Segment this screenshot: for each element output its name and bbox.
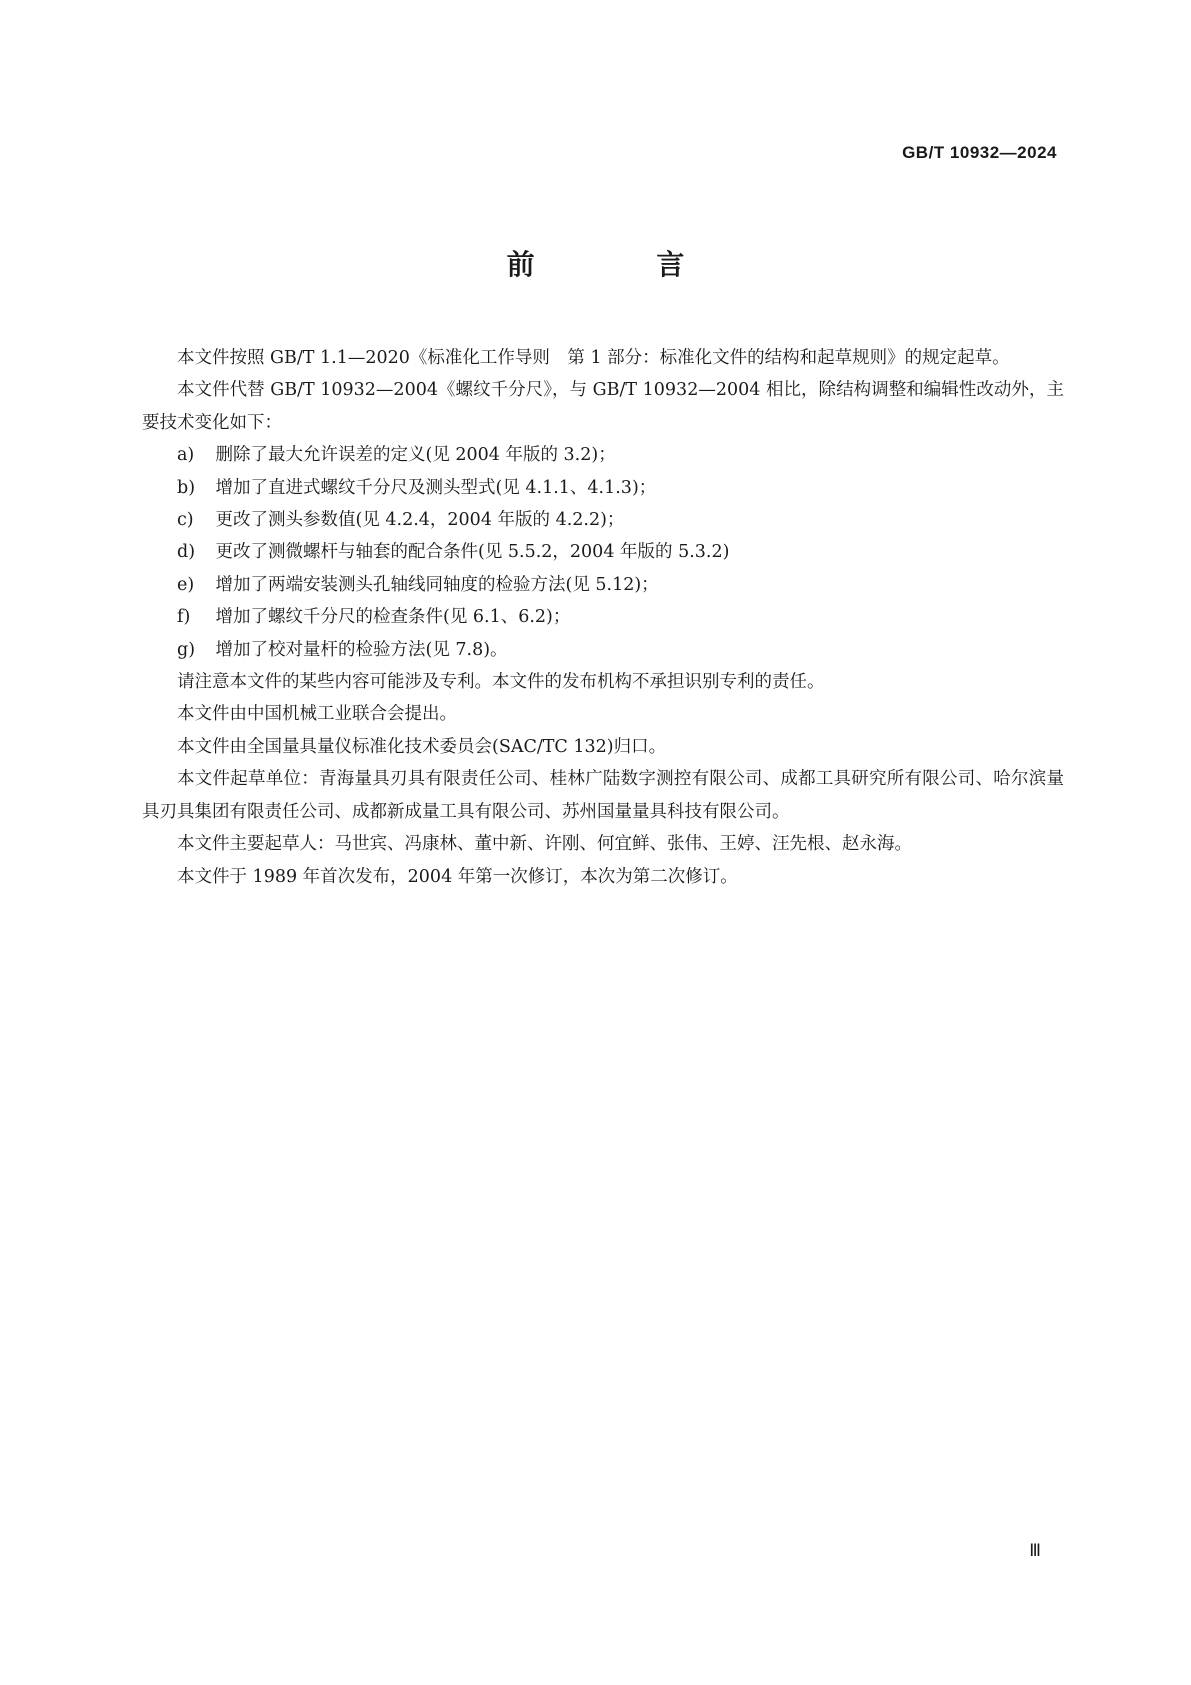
list-text: 增加了两端安装测头孔轴线同轴度的检验方法(见 5.12)；: [215, 574, 659, 595]
changes-list: [142, 439, 1064, 666]
list-marker: e): [177, 574, 195, 595]
paragraph-replacement: 本文件代替 GB/T 10932—2004《螺纹千分尺》，与 GB/T 10932—2004 相比，除结构调整和编辑性改动外，主要技术变化如下：: [142, 380, 1064, 433]
list-item: [142, 569, 1064, 601]
list-item: [142, 634, 1064, 666]
list-item: [142, 439, 1064, 471]
paragraph-patent-notice: 请注意本文件的某些内容可能涉及专利。本文件的发布机构不承担识别专利的责任。: [177, 672, 825, 693]
list-item: [142, 601, 1064, 633]
list-text: 更改了测微螺杆与轴套的配合条件(见 5.5.2，2004 年版的 5.3.2): [215, 542, 730, 563]
paragraph-history: 本文件于 1989 年首次发布，2004 年第一次修订，本次为第二次修订。: [177, 866, 738, 887]
list-item: [142, 472, 1064, 504]
paragraph-proposer: 本文件由中国机械工业联合会提出。: [177, 704, 457, 725]
document-code: GB/T 10932—2024: [902, 143, 1057, 162]
paragraph-drafters: 本文件主要起草人：马世宾、冯康林、董中新、许刚、何宜鲜、张伟、王婷、汪先根、赵永海。: [177, 834, 912, 855]
page-number: Ⅲ: [1029, 1541, 1041, 1560]
list-item: [142, 536, 1064, 568]
preface-body: [142, 342, 1064, 893]
paragraph-drafting-units: 本文件起草单位：青海量具刃具有限责任公司、桂林广陆数字测控有限公司、成都工具研究所有限公司、哈尔滨量具刃具集团有限责任公司、成都新成量工具有限公司、苏州国量量具科技有限公司。: [142, 769, 1064, 822]
list-text: 增加了螺纹千分尺的检查条件(见 6.1、6.2)；: [215, 607, 571, 628]
list-item: [142, 504, 1064, 536]
list-text: 更改了测头参数值(见 4.2.4，2004 年版的 4.2.2)；: [215, 510, 625, 531]
list-marker: g): [177, 639, 196, 660]
page-title: 前 言: [506, 248, 741, 281]
list-marker: f): [177, 607, 191, 628]
list-text: 增加了校对量杆的检验方法(见 7.8)。: [215, 639, 508, 660]
list-marker: c): [177, 510, 194, 531]
paragraph-drafting-rules: 本文件按照 GB/T 1.1—2020《标准化工作导则 第 1 部分：标准化文件的结构和起草规则》的规定起草。: [177, 348, 1010, 368]
list-text: 删除了最大允许误差的定义(见 2004 年版的 3.2)；: [215, 445, 616, 466]
list-text: 增加了直进式螺纹千分尺及测头型式(见 4.1.1、4.1.3)；: [215, 477, 657, 498]
list-marker: b): [177, 477, 196, 498]
list-marker: a): [177, 445, 195, 466]
list-marker: d): [177, 542, 196, 563]
paragraph-committee: 本文件由全国量具量仪标准化技术委员会(SAC/TC 132)归口。: [177, 736, 667, 757]
